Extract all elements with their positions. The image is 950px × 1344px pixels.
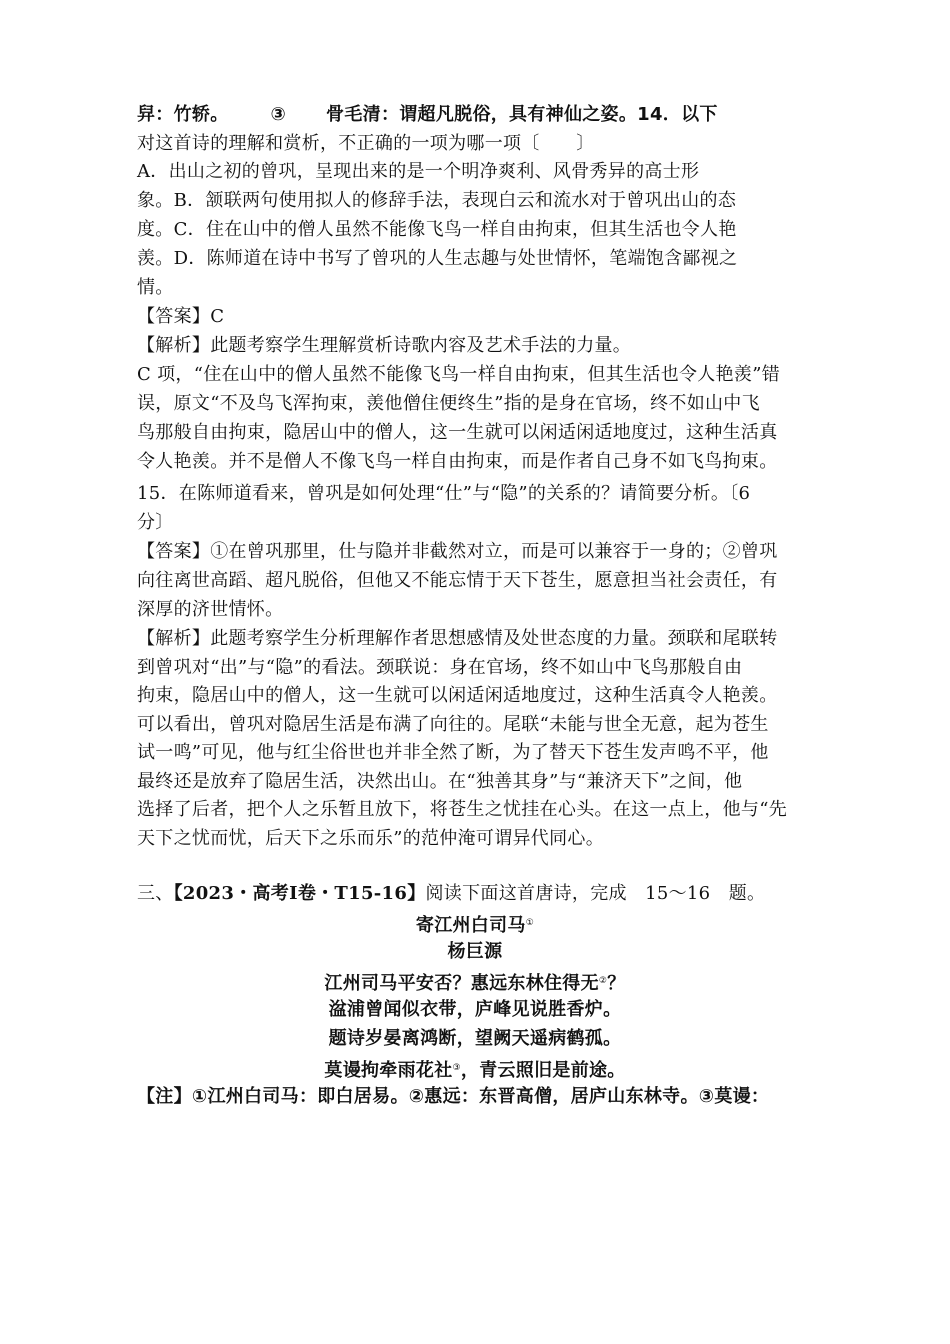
poem-notes: 【注】①江州白司马：即白居易。②惠远：东晋高僧，居庐山东林寺。③莫谩： — [137, 1086, 770, 1107]
poem-line: 湓浦曾闻似衣带，庐峰见说胜香炉。 — [328, 999, 622, 1020]
poem-title-note-marker: ① — [525, 918, 535, 928]
q14-analysis-line: C 项，“住在山中的僧人虽然不能像飞鸟一样自由拘束，但其生活也令人艳羡”错 — [137, 364, 780, 385]
q15-analysis-line: 最终还是放弃了隐居生活，决然出山。在“独善其身”与“兼济天下”之间，他 — [137, 771, 743, 792]
q14-answer: 【答案】C — [137, 306, 225, 327]
q15-analysis-line: 拘束，隐居山中的僧人，这一生就可以闲适闲适地度过，这种生活真令人艳羡。 — [137, 685, 778, 706]
q15-analysis-line: 可以看出，曾巩对隐居生活是布满了向往的。尾联“未能与世全无意，起为苍生 — [137, 714, 769, 735]
poem-author: 杨巨源 — [447, 941, 503, 962]
section3-instruction: 阅读下面这首唐诗，完成 15～16 题。 — [425, 883, 766, 904]
q15-answer-line: 【答案】①在曾巩那里，仕与隐并非截然对立，而是可以兼容于一身的；②曾巩 — [137, 541, 778, 562]
q15-stem-line: 分〕 — [137, 512, 174, 533]
q14-option-line: A．出山之初的曾巩，呈现出来的是一个明净爽利、风骨秀异的高士形 — [137, 161, 700, 182]
q15-analysis-line: 天下之忧而忧，后天下之乐而乐”的范仲淹可谓异代同心。 — [137, 828, 604, 849]
notes-tail-part1: 舁：竹轿。 — [137, 104, 229, 125]
q15-answer-line: 深厚的济世情怀。 — [137, 599, 284, 620]
q15-analysis-line: 选择了后者，把个人之乐暂且放下，将苍生之忧挂在心头。在这一点上，他与“先 — [137, 799, 787, 820]
notes-tail-line — [137, 103, 718, 127]
poem-line — [0, 969, 950, 996]
poem-line-text: ？ — [607, 973, 626, 994]
q14-analysis-line: 鸟那般自由拘束，隐居山中的僧人，这一生就可以闲适闲适地度过，这种生活真 — [137, 422, 778, 443]
q15-analysis-line: 到曾巩对“出”与“隐”的看法。颈联说：身在官场，终不如山中飞鸟那般自由 — [137, 657, 743, 678]
poem-title-text: 寄江州白司马 — [415, 915, 526, 936]
poem-note-marker: ② — [598, 976, 608, 986]
poem-line-text: 江州司马平安否？惠远东林住得无 — [324, 973, 599, 994]
q14-analysis-line: 【解析】此题考察学生理解赏析诗歌内容及艺术手法的力量。 — [137, 335, 632, 356]
q14-option-line: 情。 — [137, 277, 174, 298]
q15-stem-line: 15．在陈师道看来，曾巩是如何处理“仕”与“隐”的关系的？请简要分析。〔6 — [137, 483, 751, 504]
q14-analysis-line: 令人艳羡。并不是僧人不像飞鸟一样自由拘束，而是作者自己身不如飞鸟拘束。 — [137, 451, 778, 472]
q14-stem-line: 对这首诗的理解和赏析，不正确的一项为哪一项〔 〕 — [137, 133, 595, 154]
section3-number: 三、 — [137, 883, 174, 904]
poem-line: 题诗岁晏离鸿断，望阙天遥病鹤孤。 — [328, 1028, 622, 1049]
q14-option-line: 羡。D．陈师道在诗中书写了曾巩的人生志趣与处世情怀，笔端饱含鄙视之 — [137, 248, 738, 269]
notes-tail-marker: ③ — [270, 104, 287, 125]
notes-tail-part2: 骨毛清：谓超凡脱俗，具有神仙之姿。14．以下 — [326, 104, 718, 125]
q15-analysis-line: 【解析】此题考察学生分析理解作者思想感情及处世态度的力量。颈联和尾联转 — [137, 628, 778, 649]
q14-option-line: 度。C．住在山中的僧人虽然不能像飞鸟一样自由拘束，但其生活也令人艳 — [137, 219, 737, 240]
poem-title — [0, 911, 950, 938]
poem-line-text: ，青云照旧是前途。 — [460, 1060, 626, 1081]
q15-analysis-line: 试一鸣”可见，他与红尘俗世也并非全然了断，为了替天下苍生发声鸣不平，他 — [137, 742, 769, 763]
q14-analysis-line: 误，原文“不及鸟飞浑拘束，羡他僧住便终生”指的是身在官场，终不如山中飞 — [137, 393, 760, 414]
q14-option-line: 象。B．颔联两句使用拟人的修辞手法，表现白云和流水对于曾巩出山的态 — [137, 190, 737, 211]
section3-source-tag: 【2023・高考Ⅰ卷・T15-16】 — [173, 883, 426, 904]
poem-line — [0, 1056, 950, 1083]
q15-answer-line: 向往离世高蹈、超凡脱俗，但他又不能忘情于天下苍生，愿意担当社会责任，有 — [137, 570, 778, 591]
poem-note-marker: ③ — [452, 1063, 461, 1073]
section3-heading — [137, 882, 765, 906]
poem-line-text: 莫谩拘牵雨花社 — [324, 1060, 453, 1081]
